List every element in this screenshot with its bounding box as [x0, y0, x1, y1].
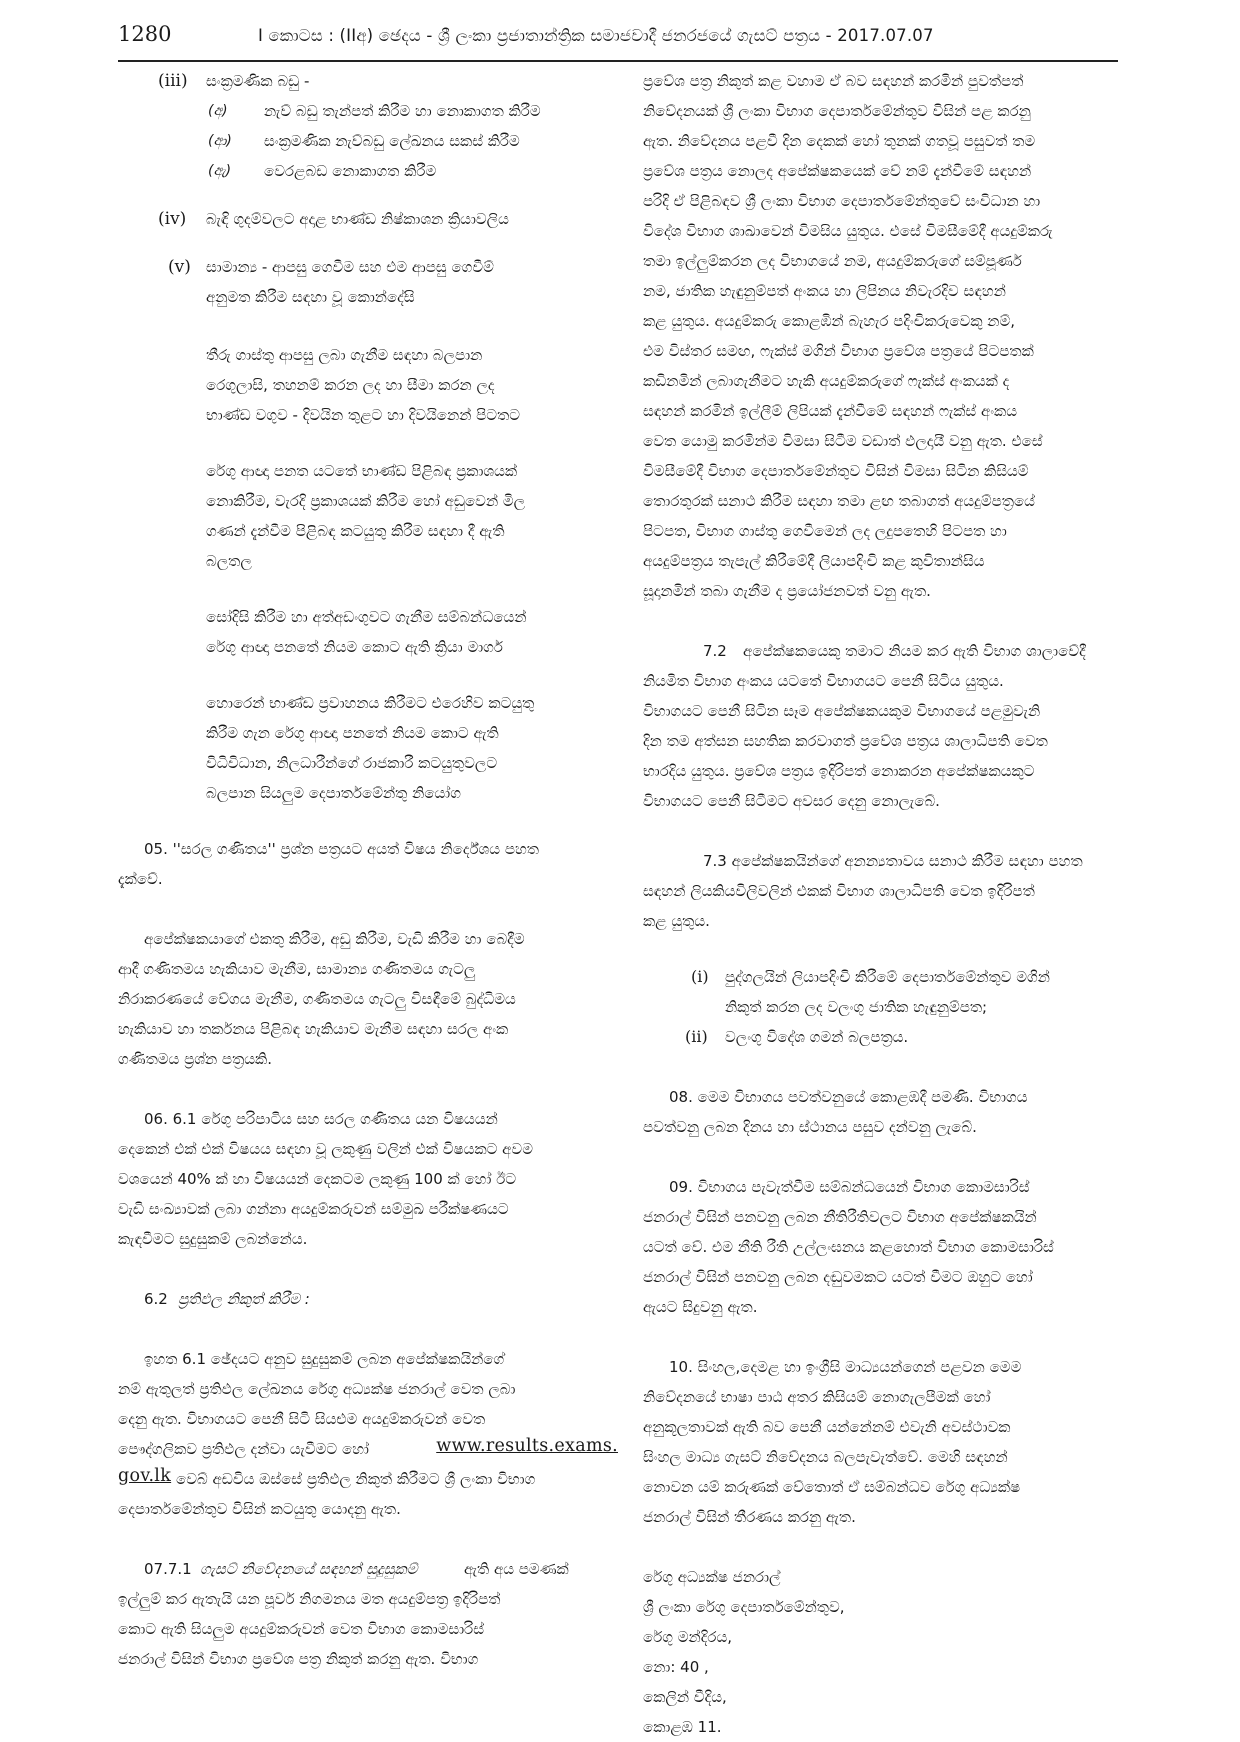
sub-text: නැව් බඩු තැන්පත් කිරීම හා නොකාගත කිරීම [264, 102, 541, 120]
sub-item [118, 96, 618, 126]
text-line: නිවේදනයේ භාෂා පාඨ අතර කිසියම් නොගැලපීමක් හෝ [643, 1388, 991, 1406]
text-line: වෙබ් අඩවිය ඔස්සේ ප්‍රතිඵල නිකුත් කිරීමට ශ්‍රී ලංකා විභාග [176, 1470, 536, 1488]
text-line: හොරෙන් භාණ්ඩ ප්‍රවාහනය කිරීමට එරෙහිව කටයුතු [206, 694, 535, 712]
results-url-continued[interactable]: gov.lk [118, 1466, 172, 1486]
text-line: වෙත යොමු කරමින්ම විමසා සිටීම වඩාත් ඵලදායී වනු ඇත. එසේ [643, 432, 1043, 450]
text-line: 10. සිංහල,දෙමළ හා ඉංග්‍රීසි මාධ්‍යයන්ගෙන් පළවන මෙම [669, 1358, 1022, 1376]
text-line: රේගු ආඥා පනත යටතේ භාණ්ඩ පිළිබඳ ප්‍රකාශයක් [206, 462, 518, 480]
text-line: තොරතුරක් සනාථ කිරීම සඳහා තමා ළඟ තබාගත් අයදුම්පත්‍රයේ [643, 492, 1035, 510]
section-title: සංක්‍රමණික බඩු - [206, 72, 310, 90]
text-line: ඇයට සිදුවනු ඇත. [643, 1298, 758, 1316]
text-line: පවත්වනු ලබන දිනය හා ස්ථානය පසුව දන්වනු ලැබේ. [643, 1118, 977, 1136]
text-line: වලංගු විදේශ ගමන් බලපත්‍රය. [725, 1028, 909, 1046]
page-number: 1280 [118, 22, 172, 46]
text-line: විමසීමේදී විභාග දෙපාර්තමේන්තුව විසින් විමසා සිටින කිසියම් [643, 462, 1029, 480]
text-line: වැඩි සංඛ්‍යාවක් ලබා ගන්නා අයදුම්කරුවන් සම්මුඛ පරීක්ෂණයට [118, 1200, 509, 1218]
text-line: නොකිරීම, වැරදි ප්‍රකාශයක් කිරීම හෝ අඩුවෙන් මිල [206, 492, 526, 510]
text-line: ඇත. නිවේදනය පළවී දින දෙකක් හෝ තුනක් ගතවූ පසුවත් තම [643, 132, 1036, 150]
text-line: පරිදි ඒ පිළිබඳව ශ්‍රී ලංකා විභාග දෙපාර්තමේන්තුවේ සංවිධාන හා [643, 192, 1041, 210]
clause-10 [643, 1352, 1119, 1532]
text-line: කළ යුතුය. අයදුම්කරු කොළඹින් බැහැර පදිංචිකරුවෙකු නම්, [643, 312, 1016, 330]
clause-06 [118, 1104, 618, 1254]
text-line: 05. ''සරල ගණිතය'' ප්‍රශ්න පත්‍රයට අයත් විෂය නිර්දේශය පහත [144, 840, 539, 858]
address-line: කෙලින් වීදිය, [643, 1688, 727, 1706]
clause-number: 07.7.1 [144, 1560, 192, 1578]
clause-number: 6.2 [144, 1290, 168, 1308]
text-line: කිරීම ගැන රේගු ආඥා පනතේ නියම කොට ඇති [206, 724, 499, 742]
list-number: (ii) [685, 1027, 708, 1046]
section-text: බැඳි ගුදම්වලට අදාළ භාණ්ඩ නිෂ්කාශන ක්‍රියාවලිය [206, 210, 509, 228]
text-line: ගණන් දැන්වීම පිළිබඳ කටයුතු කිරීම සඳහා දී ඇති [206, 522, 505, 540]
address-line: කොළඹ 11. [643, 1718, 722, 1736]
clause-6-2-heading [118, 1284, 618, 1314]
text-line: නියමිත විභාග අංකය යටතේ විභාගයට පෙනී සිටිය යුතුය. [643, 672, 1004, 690]
text-line: කොට ඇති සියලුම අයදුම්කරුවන් වෙත විභාග කොමසාරිස් [118, 1620, 484, 1638]
text-line: ඉහත 6.1 ඡේදයට අනුව සුදුසුකම් ලබන අපේක්ෂකයින්ගේ [144, 1350, 505, 1368]
text-line: සිංහල මාධ්‍ය ගැසට් නිවේදනය බලපැවැත්වේ. මෙහි සඳහන් [643, 1448, 1008, 1466]
signature-block [643, 1562, 1119, 1742]
text-line: රෙගුලාසි, තහනම් කරන ලද හා සීමා කරන ලද [206, 376, 495, 394]
text-line: භාරදිය යුතුය. ප්‍රවේශ පත්‍රය ඉදිරිපත් නොකරන අපේක්ෂකයකුට [643, 762, 1035, 780]
clause-07-continued [643, 66, 1119, 606]
list-item [643, 962, 1119, 1022]
sub-marker: (අ) [208, 103, 228, 119]
text-line: හැකියාව හා තර්කනය පිළිබඳ හැකියාව මැනීම සඳහා සරල අංක [118, 1020, 509, 1038]
text-line: වශයෙන් 40% ක් හා විෂයයන් දෙකටම ලකුණු 100 ක් හෝ ඊට [118, 1170, 517, 1188]
header-rule [118, 60, 1118, 62]
text-line: අනුකූලතාවක් ඇති බව පෙනී යන්නේනම් එවැනි අවස්ථාවක [643, 1418, 1011, 1436]
address-line: රේගු මන්දිරය, [643, 1628, 733, 1646]
clause-number: 7.2 [703, 642, 727, 660]
text-line: යටත් වේ. එම නීති රීති උල්ලංඝනය කළහොත් විභාග කොමසාරිස් [643, 1238, 1054, 1256]
section-v [118, 252, 618, 808]
text-line: ඇති අය පමණක් [464, 1560, 569, 1578]
text-line: පුද්ගලයින් ලියාපදිංචි කිරීමේ දෙපාර්තමේන්තුව මගින් [725, 968, 1050, 986]
text-line: අනුමත කිරීම සඳහා වූ කොන්දේසි [206, 288, 415, 306]
text-line: රේගු ආඥා පනතේ නියම කොට ඇති ක්‍රියා මාර්ග [206, 638, 503, 656]
text-line: ජනරාල් විසින් පනවනු ලබන දඬුවමකට යටත් වීමට ඔහුට හෝ [643, 1268, 1033, 1286]
document-list [643, 962, 1119, 1052]
results-url[interactable]: www.results.exams. [436, 1436, 618, 1456]
item-number: (v) [168, 257, 191, 277]
text-line: නම් ඇතුලත් ප්‍රතිඵල ලේඛනය රේගු අධ්‍යක්ෂ ජනරාල් වෙත ලබා [118, 1380, 516, 1398]
clause-09 [643, 1172, 1119, 1322]
clause-7-2 [643, 636, 1119, 816]
text-line: ප්‍රවේශ පත්‍රය නොලද අපේක්ෂකයෙක් වේ නම් දැන්වීමේ සඳහන් [643, 162, 1032, 180]
item-number: (iv) [158, 209, 187, 229]
clause-7-3 [643, 846, 1119, 936]
paragraph [206, 688, 618, 808]
text-line: ජනරාල් විසින් විභාග ප්‍රවේශ පත්‍ර නිකුත් කරනු ඇත. විභාග [118, 1650, 479, 1668]
text-line: නම, ජාතික හැඳුනුම්පත් අංකය හා ලිපිනය නිවැරදිව සඳහන් [643, 282, 1006, 300]
text-line: සෝදිසි කිරීම හා අත්අඩංගුවට ගැනීම සම්බන්ධයෙන් [206, 608, 527, 626]
paragraph [206, 340, 618, 430]
sub-item [118, 126, 618, 156]
text-line: සාමාන්‍ය - ආපසු ගෙවීම සහ එම ආපසු ගෙවීම් [206, 258, 494, 276]
signatory-title: රේගු අධ්‍යක්ෂ ජනරාල් [643, 1568, 781, 1586]
clause-title: ප්‍රතිඵල නිකුත් කිරීම : [178, 1290, 310, 1308]
text-line: එම විස්තර සමඟ, ෆැක්ස් මගින් විභාග ප්‍රවේශ පත්‍රයේ පිටපතක් [643, 342, 1034, 360]
text-line: කැඳවීමට සුදුසුකම් ලබන්නේය. [118, 1230, 308, 1248]
text-line: බලපාන සියලුම දෙපාර්තමේන්තු නියෝග [206, 784, 461, 802]
text-line: දෙකෙන් එක් එක් විෂයය සඳහා වූ ලකුණු වලින් එක් විෂයකට අවම [118, 1140, 533, 1158]
gazette-title: I කොටස : (IIඅ) ඡෙදය - ශ්‍රී ලංකා ප්‍රජාතාන්ත්‍රික සමාජවාදී ජනරජයේ ගැසට් පත්‍රය - 2017.07.07 [258, 26, 934, 45]
text-line: බලතල [206, 552, 252, 570]
text-line: ඉල්ලුම් කර ඇතැයි යන පූර්ව නිගමනය මත අයදුම්පත්‍ර ඉදිරිපත් [118, 1590, 501, 1608]
text-line: අයදුම්පත්‍රය තැපැල් කිරීමේදී ලියාපදිංචි කළ කුවිතාන්සිය [643, 552, 985, 570]
clause-07-7-1 [118, 1554, 618, 1674]
text-line: 09. විභාගය පැවැත්වීම සම්බන්ධයෙන් විභාග කොමසාරිස් [669, 1178, 1030, 1196]
text-line: 08. මෙම විභාගය පවත්වනුයේ කොළඹදී පමණි. විභාගය [669, 1088, 1028, 1106]
text-line: ගණිතමය ප්‍රශ්න පත්‍රයකි. [118, 1050, 272, 1068]
text-line: ජනරාල් විසින් පනවනු ලබන නීතිරීතිවලට විභාග අපේක්ෂකයින් [643, 1208, 1037, 1226]
text-line: දැක්වේ. [118, 870, 163, 888]
address-line: නො: 40 , [643, 1658, 709, 1676]
text-line: දෙනු ඇත. විභාගයට පෙනී සිටි සියළුම අයදුම්කරුවන් වෙත [118, 1410, 486, 1428]
list-number: (i) [691, 967, 709, 986]
text-line: සඳහන් කරමින් ඉල්ලීම් ලිපියක් දැන්වීමේ සඳහන් ෆැක්ස් අංකය [643, 402, 1017, 420]
text-line: කඩිනමින් ලබාගැනීමට හැකි අයදුම්කරුගේ ෆැක්ස් අංකයක් ද [643, 372, 1010, 390]
text-line: 7.3 අපේක්ෂකයින්ගේ අනන්‍යතාවය සනාථ කිරීම සඳහා පහත [703, 852, 1083, 870]
sub-text: වෙරළබඩ නොකාගත කිරීම [264, 162, 437, 180]
text-line: නිකුත් කරන ලද වලංගු ජාතික හැඳුනුම්පත; [725, 998, 988, 1016]
section-iii [118, 66, 618, 186]
clause-05 [118, 834, 618, 894]
paragraph [206, 602, 618, 662]
text-line: පෞද්ගලිකව ප්‍රතිඵල දන්වා යැවීමට හෝ [118, 1440, 369, 1458]
sub-text: සංක්‍රමණික නැව්බඩු ලේඛනය සකස් කිරීම [264, 132, 520, 150]
text-line: කළ යුතුය. [643, 912, 710, 930]
text-line: දින තම අත්සන සහතික කරවාගත් ප්‍රවේශ පත්‍රය ශාලාධිපති වෙත [643, 732, 1048, 750]
text-line: සූදානමින් තබා ගැනීම ද ප්‍රයෝජනවත් වනු ඇත. [643, 582, 931, 600]
text-line: අපේක්ෂකයෙකු තමාට නියම කර ඇති විභාග ශාලාවේදී [743, 642, 1086, 660]
text-line: තීරු ගාස්තු ආපසු ලබා ගැනීම සඳහා බලපාන [206, 346, 483, 364]
text-line: ආදී ගණිතමය හැකියාව මැනීම, සාමාන්‍ය ගණිතමය ගැටලු [118, 960, 476, 978]
text-line: දෙපාර්තමේන්තුව විසින් කටයුතු යොදනු ඇත. [118, 1500, 401, 1518]
section-iv [118, 204, 618, 234]
text-line: භාණ්ඩ වගුව - දිවයින තුළට හා දිවයිනෙන් පිටතට [206, 406, 521, 424]
sub-marker: (ආ) [208, 133, 232, 149]
text-line: විභාගයට පෙනී සිටින සෑම අපේක්ෂකයකුම විභාගයේ පළමුවැනි [643, 702, 1041, 720]
page-header [118, 18, 1118, 62]
left-column [118, 66, 618, 1674]
text-line: අපේක්ෂකයාගේ එකතු කිරීම, අඩු කිරීම, වැඩි කිරීම හා බෙදීම [144, 930, 525, 948]
address-line: ශ්‍රී ලංකා රේගු දෙපාර්තමේන්තුව, [643, 1598, 845, 1616]
text-line: පිටපත, විභාග ගාස්තු ගෙවීමෙන් ලද ලදුපතෙහි පිටපත හා [643, 522, 1007, 540]
text-line: ජනරාල් විසින් තීරණය කරනු ඇත. [643, 1508, 856, 1526]
text-line: තමා ඉල්ලුම්කරන ලද විභාගයේ නම, අයදුම්කරුගේ සම්පූර්ණ [643, 252, 1022, 270]
item-number: (iii) [158, 71, 188, 91]
right-column [643, 66, 1119, 1742]
text-line: විභාගයට පෙනී සිටීමට අවසර දෙනු නොලැබේ. [643, 792, 940, 810]
list-item [643, 1022, 1119, 1052]
text-line: නිවේදනයක් ශ්‍රී ලංකා විභාග දෙපාර්තමේන්තුව විසින් පළ කරනු [643, 102, 1031, 120]
text-line: නිරාකරණයේ වේගය මැනීම, ගණිතමය ගැටලු විසඳීමේ බුද්ධිමය [118, 990, 516, 1008]
text-line: විදේශ විභාග ශාඛාවෙන් විමසිය යුතුය. එසේ විමසීමේදී අයදුම්කරු [643, 222, 1053, 240]
text-line: සඳහන් ලියකියවිලිවලින් එකක් විභාග ශාලාධිපති වෙත ඉදිරිපත් [643, 882, 1035, 900]
sub-marker: (ඇ) [208, 163, 232, 179]
text-line: නොවන යම් කරුණක් වේතොත් ඒ සම්බන්ධව රේගු අධ්‍යක්ෂ [643, 1478, 1021, 1496]
italic-phrase: ගැසට් නිවේදනයේ සඳහන් සුදුසුකම් [200, 1560, 418, 1578]
text-line: ප්‍රවේශ පත්‍ර නිකුත් කළ වහාම ඒ බව සඳහන් කරමින් පුවත්පත් [643, 72, 1024, 90]
clause-6-2-body [118, 1344, 618, 1524]
clause-05-body [118, 924, 618, 1074]
clause-08 [643, 1082, 1119, 1142]
sub-item [118, 156, 618, 186]
text-line: විධිවිධාන, නිලධාරීන්ගේ රාජකාරී කටයුතුවලට [206, 754, 498, 772]
paragraph [206, 456, 618, 576]
text-line: 06. 6.1 රේගු පරිපාටිය සහ සරල ගණිතය යන විෂයයන් [144, 1110, 498, 1128]
